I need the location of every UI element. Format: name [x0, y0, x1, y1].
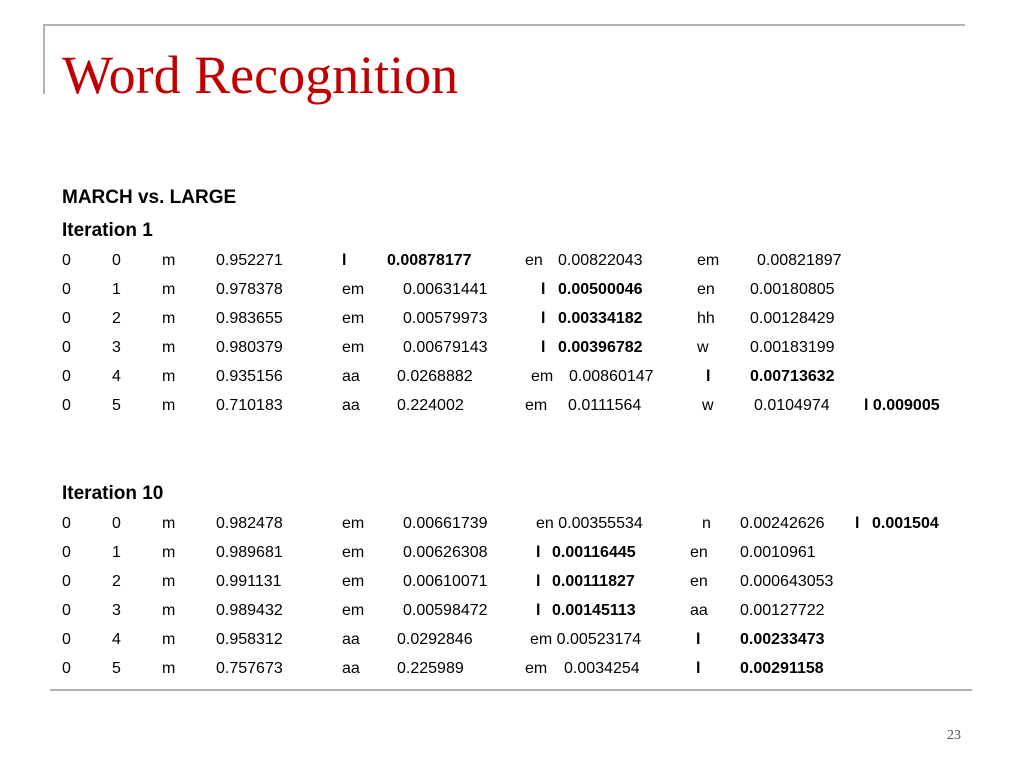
table-cell: 0.00713632	[750, 368, 835, 385]
table-cell: m	[162, 602, 176, 619]
table-cell: hh	[697, 310, 715, 327]
table-cell: 0.0292846	[397, 631, 473, 648]
table-cell: em	[342, 602, 365, 619]
table-cell: m	[162, 397, 176, 414]
table-cell: en 0.00355534	[536, 515, 643, 532]
iteration-1-heading: Iteration 1	[62, 220, 153, 241]
table-cell: em	[342, 281, 365, 298]
table-cell: 0	[62, 397, 71, 414]
page-number: 23	[947, 728, 961, 743]
table-cell: em	[525, 397, 548, 414]
table-cell: 0	[112, 252, 121, 269]
table-row	[0, 396, 1024, 416]
table-cell: l	[696, 631, 701, 648]
table-cell: 0	[62, 339, 71, 356]
table-cell: 0.710183	[216, 397, 283, 414]
table-cell: 0.00822043	[558, 252, 643, 269]
table-row	[0, 338, 1024, 358]
table-cell: em	[342, 544, 365, 561]
table-cell: em	[342, 339, 365, 356]
table-row	[0, 630, 1024, 650]
table-cell: 0.00610071	[403, 573, 488, 590]
table-cell: em	[342, 573, 365, 590]
table-cell: 0.00127722	[740, 602, 825, 619]
table-cell: 0	[62, 573, 71, 590]
table-cell: 0.989432	[216, 602, 283, 619]
table-cell: em	[697, 252, 720, 269]
table-cell: 1	[112, 281, 121, 298]
table-cell: l	[541, 281, 546, 298]
table-cell: 0	[62, 281, 71, 298]
table-cell: 0.978378	[216, 281, 283, 298]
table-cell: en	[690, 573, 708, 590]
table-cell: em	[342, 515, 365, 532]
table-cell: en	[690, 544, 708, 561]
table-cell: 0	[62, 252, 71, 269]
table-cell: m	[162, 631, 176, 648]
table-cell: w	[702, 397, 714, 414]
table-row	[0, 659, 1024, 679]
table-cell: l	[536, 602, 541, 619]
table-cell: 0.001504	[872, 515, 939, 532]
table-cell: 0.0034254	[564, 660, 640, 677]
table-cell: aa	[342, 660, 360, 677]
table-cell: em	[525, 660, 548, 677]
table-cell: em 0.00523174	[530, 631, 642, 648]
table-cell: 5	[112, 660, 121, 677]
table-cell: l	[855, 515, 860, 532]
table-cell: aa	[342, 368, 360, 385]
table-row	[0, 514, 1024, 534]
table-cell: 0	[62, 602, 71, 619]
table-cell: 0	[62, 368, 71, 385]
table-cell: 0.00128429	[750, 310, 835, 327]
table-cell: 0.00242626	[740, 515, 825, 532]
table-row	[0, 543, 1024, 563]
table-cell: 0.00396782	[558, 339, 643, 356]
table-cell: m	[162, 515, 176, 532]
top-rule	[43, 24, 965, 26]
table-cell: 0.00878177	[387, 252, 472, 269]
left-rule	[43, 24, 45, 94]
table-row	[0, 572, 1024, 592]
table-cell: 4	[112, 368, 121, 385]
table-cell: l	[706, 368, 711, 385]
table-cell: 3	[112, 602, 121, 619]
table-cell: 0.000643053	[740, 573, 834, 590]
table-cell: 0.0268882	[397, 368, 473, 385]
bottom-rule	[50, 689, 972, 691]
table-cell: 3	[112, 339, 121, 356]
table-cell: 0.00860147	[569, 368, 654, 385]
table-cell: m	[162, 368, 176, 385]
table-cell: 0	[62, 515, 71, 532]
table-cell: 0	[62, 544, 71, 561]
table-cell: 0.00598472	[403, 602, 488, 619]
table-cell: l	[342, 252, 347, 269]
table-cell: l	[696, 660, 701, 677]
table-cell: 0.958312	[216, 631, 283, 648]
table-cell: 0.225989	[397, 660, 464, 677]
table-cell: 0	[112, 515, 121, 532]
subtitle: MARCH vs. LARGE	[62, 187, 237, 208]
table-cell: 0.00626308	[403, 544, 488, 561]
table-cell: 2	[112, 573, 121, 590]
table-cell: 0.983655	[216, 310, 283, 327]
table-cell: m	[162, 252, 176, 269]
table-cell: 0.00821897	[757, 252, 842, 269]
table-row	[0, 309, 1024, 329]
table-cell: m	[162, 544, 176, 561]
iteration-10-heading: Iteration 10	[62, 483, 164, 504]
table-cell: l 0.009005	[864, 397, 940, 414]
table-cell: 0.982478	[216, 515, 283, 532]
table-cell: 0.00111827	[552, 573, 635, 590]
table-cell: 0.991131	[216, 573, 282, 590]
table-cell: 0.224002	[397, 397, 464, 414]
table-row	[0, 367, 1024, 387]
table-cell: em	[531, 368, 554, 385]
table-cell: n	[702, 515, 711, 532]
table-cell: aa	[342, 631, 360, 648]
table-cell: em	[342, 310, 365, 327]
table-cell: 0.757673	[216, 660, 283, 677]
table-cell: 0.00579973	[403, 310, 488, 327]
table-cell: en	[525, 252, 543, 269]
table-cell: 0.00631441	[403, 281, 488, 298]
table-cell: 4	[112, 631, 121, 648]
table-cell: 2	[112, 310, 121, 327]
table-cell: m	[162, 573, 176, 590]
table-cell: l	[541, 310, 546, 327]
table-cell: 0.952271	[216, 252, 283, 269]
table-cell: 0.00334182	[558, 310, 643, 327]
table-row	[0, 601, 1024, 621]
table-cell: 0.00180805	[750, 281, 835, 298]
table-cell: en	[697, 281, 715, 298]
table-cell: w	[697, 339, 709, 356]
table-cell: 0.980379	[216, 339, 283, 356]
table-cell: 0.00116445	[552, 544, 636, 561]
table-cell: m	[162, 281, 176, 298]
table-cell: 0.00661739	[403, 515, 488, 532]
table-cell: 0	[62, 631, 71, 648]
table-cell: 0.00183199	[750, 339, 835, 356]
table-cell: 0.00679143	[403, 339, 488, 356]
table-cell: 0.935156	[216, 368, 283, 385]
table-cell: aa	[690, 602, 708, 619]
table-cell: 1	[112, 544, 121, 561]
table-cell: 0.0010961	[740, 544, 816, 561]
table-cell: 0.989681	[216, 544, 283, 561]
table-cell: l	[541, 339, 546, 356]
table-cell: 0.0111564	[568, 397, 642, 414]
table-cell: 0	[62, 660, 71, 677]
table-cell: 0.00145113	[552, 602, 636, 619]
table-cell: 0	[62, 310, 71, 327]
table-cell: 0.00233473	[740, 631, 825, 648]
table-cell: l	[536, 544, 541, 561]
table-row	[0, 251, 1024, 271]
table-cell: 0.0104974	[754, 397, 830, 414]
table-cell: m	[162, 660, 176, 677]
table-cell: aa	[342, 397, 360, 414]
table-cell: 0.00291158	[740, 660, 824, 677]
table-cell: l	[536, 573, 541, 590]
table-cell: m	[162, 339, 176, 356]
page-title: Word Recognition	[62, 45, 459, 105]
table-cell: 0.00500046	[558, 281, 643, 298]
table-cell: 5	[112, 397, 121, 414]
table-row	[0, 280, 1024, 300]
table-cell: m	[162, 310, 176, 327]
